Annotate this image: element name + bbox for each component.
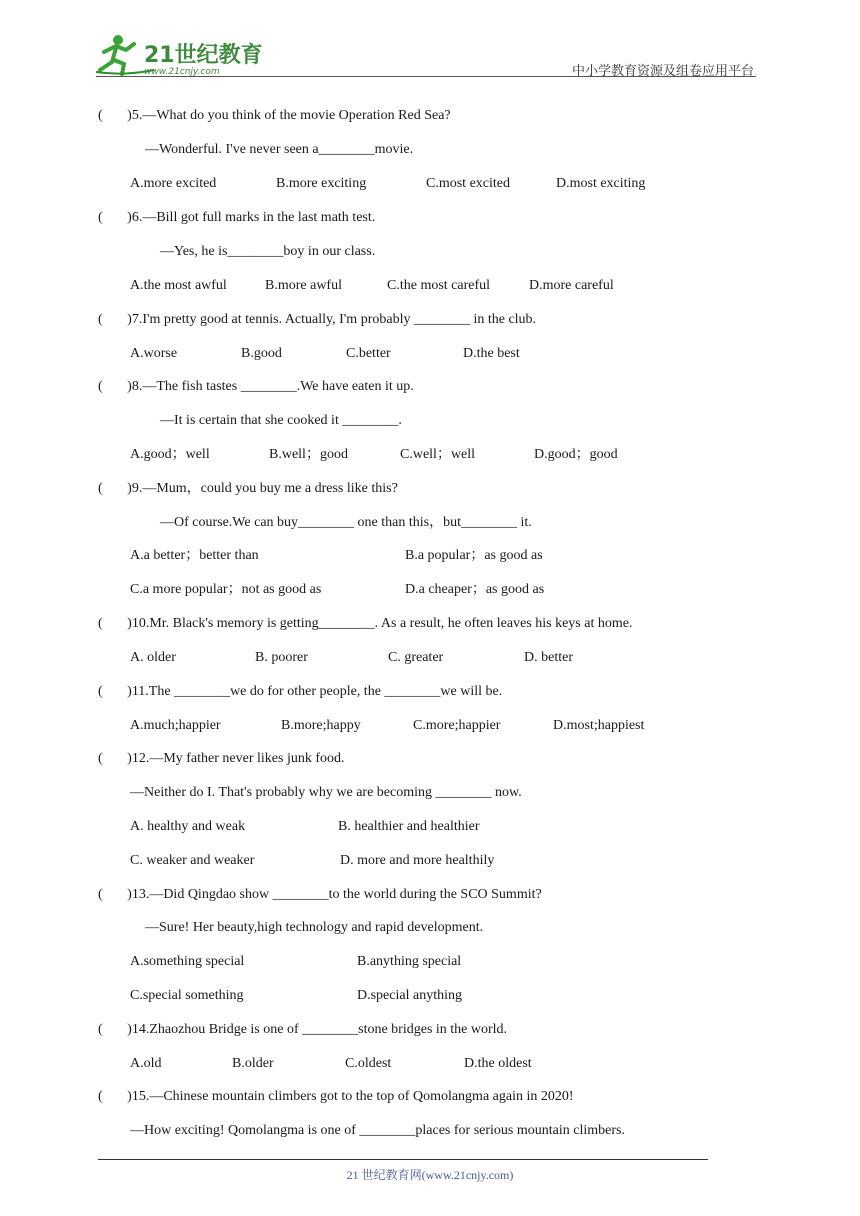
q6-option-b: B.more awful [265, 278, 342, 293]
q14-stem: ( )14.Zhaozhou Bridge is one of ________stone bridges in the world. [98, 1022, 508, 1037]
runner-logo-icon [94, 32, 264, 80]
q9-stem: ( )9.—Mum，could you buy me a dress like this? [98, 481, 398, 496]
q13-option-d: D.special anything [357, 988, 462, 1003]
q5-reply: —Wonderful. I've never seen a________movie. [145, 142, 414, 157]
q12-option-c: C. weaker and weaker [130, 853, 255, 868]
q13-reply: —Sure! Her beauty,high technology and rapid development. [145, 920, 484, 935]
q14-option-c: C.oldest [345, 1056, 392, 1071]
svg-text:www.21cnjy.com: www.21cnjy.com [144, 67, 220, 77]
platform-title: 中小学教育资源及组卷应用平台 [571, 64, 754, 79]
q8-option-a: A.good；well [130, 447, 210, 462]
q7-option-a: A.worse [130, 346, 178, 361]
q5-option-d: D.most exciting [556, 176, 646, 191]
q10-option-a: A. older [130, 650, 176, 665]
q13-option-a: A.something special [130, 954, 245, 969]
q12-option-a: A. healthy and weak [130, 819, 246, 834]
q6-option-d: D.more careful [529, 278, 614, 293]
q10-stem: ( )10.Mr. Black's memory is getting________. As a result, he often leaves his keys at home. [98, 616, 633, 631]
q11-option-b: B.more;happy [281, 718, 361, 733]
q9-reply: —Of course.We can buy________ one than this，but________ it. [160, 515, 532, 530]
q5-option-c: C.most excited [426, 176, 510, 191]
q12-reply: —Neither do I. That's probably why we are becoming ________ now. [130, 785, 522, 800]
q13-option-c: C.special something [130, 988, 244, 1003]
q7-option-c: C.better [346, 346, 391, 361]
q9-option-a: A.a better；better than [130, 548, 259, 563]
q5-stem: ( )5.—What do you think of the movie Operation Red Sea? [98, 108, 451, 123]
q7-option-d: D.the best [463, 346, 520, 361]
q8-reply: —It is certain that she cooked it ________. [160, 413, 402, 428]
q9-option-c: C.a more popular；not as good as [130, 582, 322, 597]
q9-option-b: B.a popular；as good as [405, 548, 543, 563]
q15-reply: —How exciting! Qomolangma is one of ________places for serious mountain climbers. [130, 1123, 625, 1138]
q8-option-d: D.good；good [534, 447, 618, 462]
q11-option-c: C.more;happier [413, 718, 501, 733]
q5-option-a: A.more excited [130, 176, 217, 191]
q7-stem: ( )7.I'm pretty good at tennis. Actually, I'm probably ________ in the club. [98, 312, 537, 327]
footer-divider [98, 1159, 708, 1160]
q10-option-d: D. better [524, 650, 573, 665]
q14-option-a: A.old [130, 1056, 162, 1071]
svg-text:21世纪教育: 21世纪教育 [144, 43, 263, 68]
site-logo [94, 32, 264, 80]
q12-option-d: D. more and more healthily [340, 853, 495, 868]
q10-option-c: C. greater [388, 650, 444, 665]
q11-stem: ( )11.The ________we do for other people, the ________we will be. [98, 684, 503, 699]
q12-option-b: B. healthier and healthier [338, 819, 480, 834]
q7-option-b: B.good [241, 346, 282, 361]
q6-reply: —Yes, he is________boy in our class. [160, 244, 376, 259]
q13-stem: ( )13.—Did Qingdao show ________to the world during the SCO Summit? [98, 887, 542, 902]
q5-option-b: B.more exciting [276, 176, 367, 191]
q12-stem: ( )12.—My father never likes junk food. [98, 751, 345, 766]
q10-option-b: B. poorer [255, 650, 308, 665]
header-divider [96, 76, 756, 77]
q8-option-b: B.well；good [269, 447, 348, 462]
q14-option-b: B.older [232, 1056, 274, 1071]
q6-option-a: A.the most awful [130, 278, 227, 293]
q14-option-d: D.the oldest [464, 1056, 532, 1071]
footer-link[interactable]: 21 世纪教育网(www.21cnjy.com) [346, 1168, 514, 1182]
q9-option-d: D.a cheaper；as good as [405, 582, 545, 597]
q8-option-c: C.well；well [400, 447, 476, 462]
q6-option-c: C.the most careful [387, 278, 491, 293]
q15-stem: ( )15.—Chinese mountain climbers got to the top of Qomolangma again in 2020! [98, 1089, 574, 1104]
q11-option-d: D.most;happiest [553, 718, 645, 733]
q8-stem: ( )8.—The fish tastes ________.We have eaten it up. [98, 379, 414, 394]
q13-option-b: B.anything special [357, 954, 462, 969]
q11-option-a: A.much;happier [130, 718, 221, 733]
q6-stem: ( )6.—Bill got full marks in the last math test. [98, 210, 376, 225]
